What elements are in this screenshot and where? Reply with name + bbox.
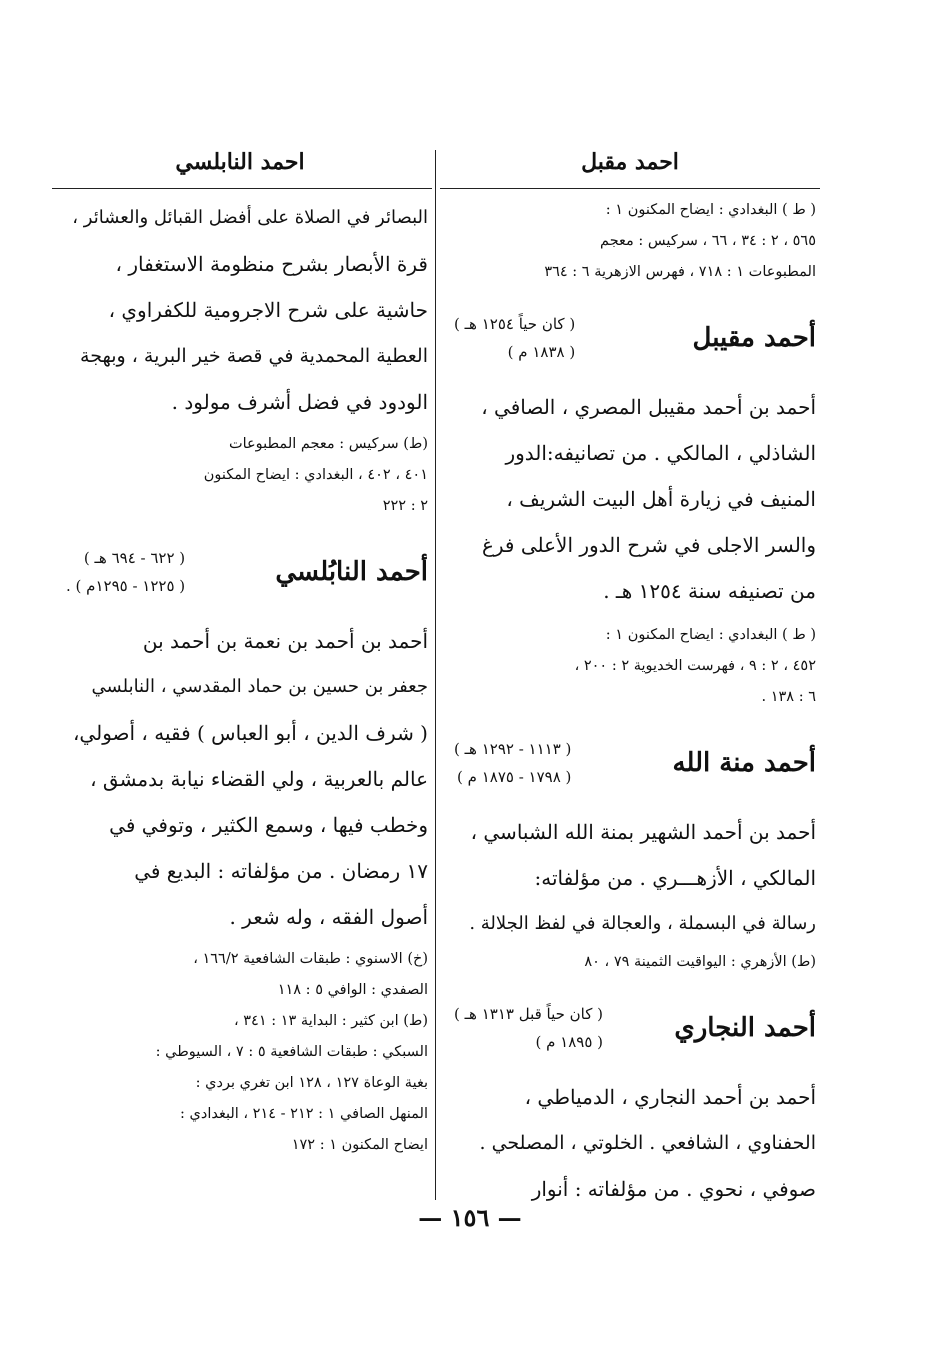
reference-line: ( ط ) البغدادي : ايضاح المكنون ١ : [605,202,816,218]
column-header-left: احمد النابلسي [175,149,305,175]
body-line: أحمد بن أحمد النجاري ، الدمياطي ، [524,1085,816,1109]
entry-name: أحمد مقيبل [692,323,816,353]
body-line: رسالة في البسملة ، والعجالة في لفظ الجلالة . [469,913,816,934]
body-line: وخطب فيها ، وسمع الكثير ، وتوفي في [109,813,428,837]
entry-refs-minnat-allah [448,947,816,978]
dates-hijri: ( كان حياً ١٢٥٤ هـ ) [454,315,576,333]
page-number: — ١٥٦ — [418,1203,522,1232]
body-line: الحفناوي ، الشافعي . الخلوتي ، المصلحي . [479,1132,816,1154]
reference-line: المطبوعات ١ : ٧١٨ ، فهرس الازهرية ٦ : ٣٦٤ [544,264,816,280]
entry-heading-maqibal [448,310,816,366]
body-line: ( شرف الدين ، أبو العباس ) فقيه ، أصولي، [72,721,428,745]
body-line: والسر الاجلى في شرح الدور الأعلى فرغ [481,533,816,557]
body-line: الودود في فضل أشرف مولود . [171,390,428,414]
entry-body-nabulsi [60,618,428,940]
body-line: المالكي ، الأزهـــري . من مؤلفاته: [534,866,816,890]
entry-dates [66,544,185,600]
reference-line: (ط) الأزهري : اليواقيت الثمينة ٧٩ ، ٨٠ [584,954,816,970]
dates-hijri: ( ٦٢٢ - ٦٩٤ هـ ) [83,549,186,567]
reference-line: ٥٦٥ ، ٢ : ٣٤ ، ٦٦ ، سركيس : معجم [600,233,816,249]
reference-line: الصفدي : الوافي ٥ : ١١٨ [277,982,428,998]
reference-line: السبكي : طبقات الشافعية ٥ : ٧ ، السيوطي : [155,1044,428,1060]
body-line: قرة الأبصار بشرح منظومة الاستغفار ، [115,252,428,276]
header-rule-right [440,188,820,189]
body-line: أصول الفقه ، وله شعر . [229,905,428,929]
reference-line: ايضاح المكنون ١ : ١٧٢ [291,1137,428,1153]
reference-line: (ط) ابن كثير : البداية ١٣ : ٣٤١ ، [233,1013,428,1029]
entry-heading-minnat-allah [448,735,816,791]
header-rule-left [52,188,432,189]
column-divider [435,150,436,1200]
entry-refs-maqibal [448,620,816,713]
entry-name: أحمد النجاري [674,1013,816,1043]
reference-line: (خ) الاسنوي : طبقات الشافعية ١٦٦/٢ ، [193,951,428,967]
entry-dates [454,735,571,791]
body-line: ١٧ رمضان . من مؤلفاته : البديع في [134,859,428,883]
entry-dates [454,310,575,366]
entry-heading-nabulsi [60,544,428,600]
body-line: من تصنيفه سنة ١٢٥٤ هـ . [603,579,816,603]
entry-name: أحمد منة الله [672,748,816,778]
column-header-right: احمد مقبل [581,149,679,175]
dates-hijri: ( كان حياً قبل ١٣١٣ هـ ) [454,1005,604,1023]
entry-body-maqibal [448,384,816,614]
left-top-body [60,195,428,425]
body-line: أحمد بن أحمد الشهير بمنة الله الشباسي ، [470,820,816,844]
body-line: صوفي ، نحوي . من مؤلفاته : أنوار [531,1177,816,1201]
body-line: البصائر في الصلاة على أفضل القبائل والعشائر ، [72,207,428,228]
body-line: أحمد بن أحمد مقيبل المصري ، الصافي ، [481,395,816,419]
body-line: المنيف في زيارة أهل البيت الشريف ، [506,487,816,511]
reference-line: ٦ : ١٣٨ . [761,689,816,705]
reference-line: ٤٥٢ ، ٢ : ٩ ، فهرست الخديوية ٢ : ٢٠٠ ، [574,658,816,674]
left-column [60,195,428,1161]
reference-line: ( ط ) البغدادي : ايضاح المكنون ١ : [605,627,816,643]
body-line: حاشية على شرح الاجرومية للكفراوي ، [108,298,428,322]
entry-body-najjari [448,1074,816,1212]
right-top-references [448,195,816,288]
body-line: الشاذلي ، المالكي . من تصانيفه:الدور [505,441,816,465]
body-line: عالم بالعربية ، ولي القضاء نيابة بدمشق ، [90,767,428,791]
body-line: العطية المحمدية في قصة خير البرية ، وبهجة [80,345,428,367]
dates-hijri: ( ١١١٣ - ١٢٩٢ هـ ) [454,740,572,758]
reference-line: ٢ : ٢٢٢ [382,498,428,514]
reference-line: (ط) سركيس : معجم المطبوعات [228,436,428,452]
body-line: أحمد بن أحمد بن نعمة بن أحمد بن [142,629,428,653]
reference-line: المنهل الصافي ١ : ٢١٢ - ٢١٤ ، البغدادي : [180,1106,428,1122]
entry-name: أحمد النابُلسي [275,557,428,587]
right-column [448,195,816,1212]
entry-refs-nabulsi [60,944,428,1161]
dates-gregorian: ( ١٨٩٥ م ) [535,1033,604,1051]
entry-dates [454,1000,603,1056]
entry-body-minnat-allah [448,809,816,947]
entry-heading-najjari [448,1000,816,1056]
reference-line: ٤٠١ ، ٤٠٢ ، البغدادي : ايضاح المكنون [203,467,428,483]
dates-gregorian: ( ١٨٣٨ م ) [507,343,576,361]
reference-line: بغية الوعاة ١٢٧ ، ١٢٨ ابن تغري بردي : [195,1075,428,1091]
dates-gregorian: ( ١٧٩٨ - ١٨٧٥ م ) [457,768,572,786]
dates-gregorian: ( ١٢٢٥ - ١٢٩٥م ) . [66,577,186,595]
left-top-references [60,429,428,522]
body-line: جعفر بن حسين بن حماد المقدسي ، النابلسي [91,676,428,697]
